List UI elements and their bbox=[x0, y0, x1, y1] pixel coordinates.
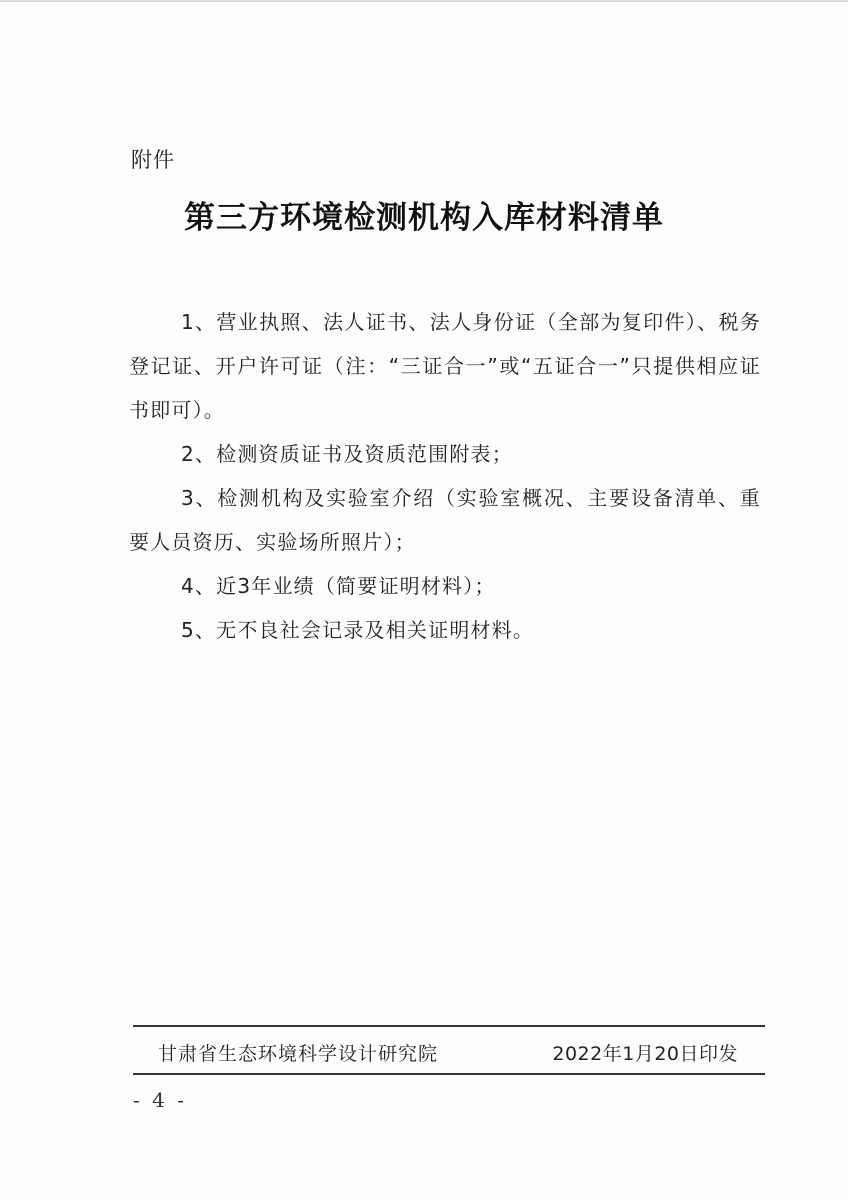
footer-rule-bottom bbox=[133, 1073, 765, 1075]
footer-rule-top bbox=[133, 1025, 765, 1027]
materials-list bbox=[129, 300, 761, 652]
list-item: 4、近3年业绩（简要证明材料）； bbox=[181, 574, 496, 598]
attachment-label: 附件 bbox=[131, 148, 175, 172]
list-item: 5、无不良社会记录及相关证明材料。 bbox=[181, 618, 535, 642]
document-title: 第三方环境检测机构入库材料清单 bbox=[184, 200, 664, 236]
list-item: 3、检测机构及实验室介绍（实验室概况、主要设备清单、重要人员资历、实验场所照片）； bbox=[129, 486, 761, 554]
scan-edge-divider bbox=[0, 0, 848, 2]
footer-issue-date: 2022年1月20日印发 bbox=[552, 1043, 738, 1065]
footer-issuer: 甘肃省生态环境科学设计研究院 bbox=[158, 1043, 439, 1065]
list-item: 2、检测资质证书及资质范围附表； bbox=[181, 442, 513, 466]
list-item: 1、营业执照、法人证书、法人身份证（全部为复印件）、税务登记证、开户许可证（注：“三证合一”或“五证合一”只提供相应证书即可）。 bbox=[129, 310, 761, 422]
page-number: - 4 - bbox=[133, 1088, 187, 1112]
